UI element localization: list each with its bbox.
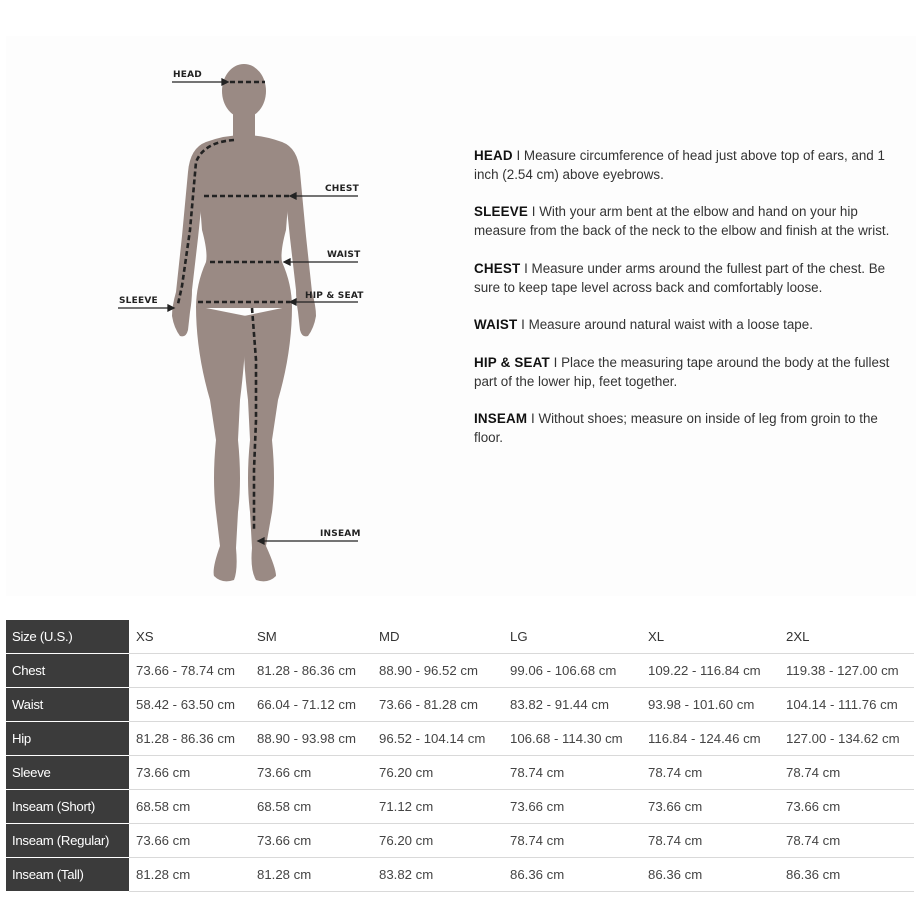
size-header: XS [129,620,250,654]
row-label: Inseam (Short) [6,790,129,824]
table-cell: 78.74 cm [503,824,641,858]
table-row [6,790,914,824]
size-corner-header: Size (U.S.) [6,620,129,654]
table-row [6,756,914,790]
table-cell: 73.66 cm [250,756,372,790]
table-cell: 81.28 cm [250,858,372,892]
row-label: Sleeve [6,756,129,790]
table-cell: 127.00 - 134.62 cm [779,722,914,756]
sleeve-label: SLEEVE [119,296,158,306]
table-cell: 68.58 cm [129,790,250,824]
head-instruction: HEAD I Measure circumference of head just above top of ears, and 1 inch (2.54 cm) above eyebrows. [474,148,885,182]
waist-label: WAIST [327,250,361,260]
table-row [6,688,914,722]
table-cell: 119.38 - 127.00 cm [779,654,914,688]
row-label: Waist [6,688,129,722]
table-cell: 81.28 cm [129,858,250,892]
table-cell: 86.36 cm [779,858,914,892]
table-cell: 73.66 cm [641,790,779,824]
head-label: HEAD [173,70,202,80]
table-row [6,654,914,688]
table-cell: 81.28 - 86.36 cm [250,654,372,688]
table-cell: 78.74 cm [641,824,779,858]
chest-label: CHEST [325,184,359,194]
table-cell: 66.04 - 71.12 cm [250,688,372,722]
table-cell: 78.74 cm [779,756,914,790]
table-cell: 58.42 - 63.50 cm [129,688,250,722]
table-cell: 99.06 - 106.68 cm [503,654,641,688]
table-cell: 83.82 - 91.44 cm [503,688,641,722]
table-row [6,824,914,858]
table-cell: 76.20 cm [372,756,503,790]
inseam-instruction: INSEAM I Without shoes; measure on inside of leg from groin to the floor. [474,410,878,445]
chest-instruction: CHEST I Measure under arms around the fullest part of the chest. Be sure to keep tape level across back and comfortably loose. [474,260,886,295]
size-header: LG [503,620,641,654]
row-label: Inseam (Regular) [6,824,129,858]
table-cell: 78.74 cm [641,756,779,790]
table-cell: 73.66 cm [779,790,914,824]
hip-seat-label: HIP & SEAT [305,291,364,301]
inseam-label: INSEAM [320,529,361,539]
size-chart-table [6,620,914,892]
table-cell: 88.90 - 96.52 cm [372,654,503,688]
table-cell: 88.90 - 93.98 cm [250,722,372,756]
row-label: Inseam (Tall) [6,858,129,892]
hip-seat-instruction: HIP & SEAT I Place the measuring tape around the body at the fullest part of the lower hip, feet together. [474,354,890,389]
table-cell: 86.36 cm [641,858,779,892]
table-cell: 73.66 cm [503,790,641,824]
table-header-row [6,620,914,654]
table-cell: 73.66 cm [250,824,372,858]
row-label: Chest [6,654,129,688]
table-cell: 86.36 cm [503,858,641,892]
table-row [6,722,914,756]
table-cell: 73.66 - 78.74 cm [129,654,250,688]
table-cell: 73.66 cm [129,756,250,790]
table-cell: 116.84 - 124.46 cm [641,722,779,756]
table-cell: 76.20 cm [372,824,503,858]
table-cell: 78.74 cm [503,756,641,790]
table-cell: 73.66 - 81.28 cm [372,688,503,722]
table-cell: 106.68 - 114.30 cm [503,722,641,756]
size-header: 2XL [779,620,914,654]
table-cell: 73.66 cm [129,824,250,858]
table-cell: 83.82 cm [372,858,503,892]
size-header: SM [250,620,372,654]
sleeve-instruction: SLEEVE I With your arm bent at the elbow and hand on your hip measure from the back of the neck to the elbow and finish at the wrist. [474,204,890,239]
table-cell: 71.12 cm [372,790,503,824]
table-cell: 109.22 - 116.84 cm [641,654,779,688]
size-header: XL [641,620,779,654]
table-cell: 93.98 - 101.60 cm [641,688,779,722]
table-cell: 78.74 cm [779,824,914,858]
row-label: Hip [6,722,129,756]
measurement-instructions [474,146,894,465]
table-cell: 104.14 - 111.76 cm [779,688,914,722]
table-row [6,858,914,892]
silhouette-shape [172,64,316,581]
table-cell: 96.52 - 104.14 cm [372,722,503,756]
waist-instruction: WAIST I Measure around natural waist with a loose tape. [474,317,813,333]
size-header: MD [372,620,503,654]
table-cell: 68.58 cm [250,790,372,824]
table-cell: 81.28 - 86.36 cm [129,722,250,756]
